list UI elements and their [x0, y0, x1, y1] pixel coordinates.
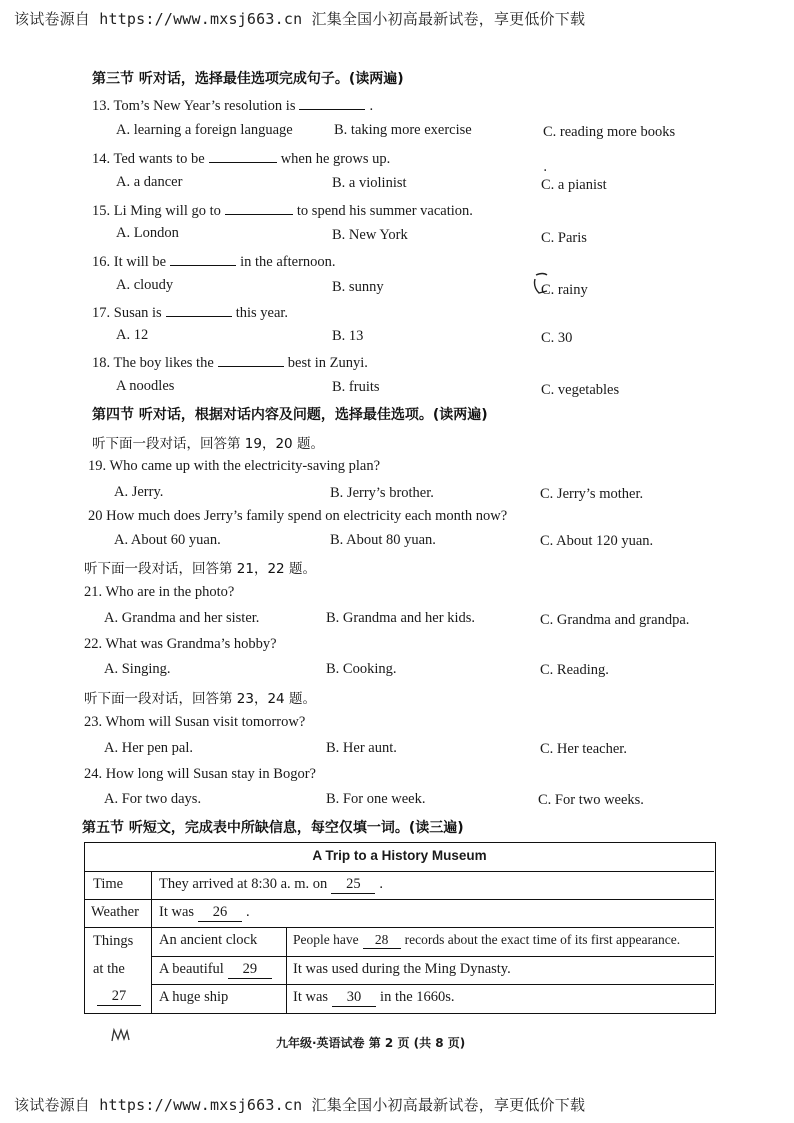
- option-16b: B. sunny: [332, 279, 384, 295]
- table-cell-item-3: A huge ship: [159, 989, 229, 1005]
- answer-blank: [299, 95, 365, 110]
- answer-blank: [166, 302, 232, 317]
- question-15: [92, 200, 473, 220]
- option-21b: B. Grandma and her kids.: [326, 610, 475, 626]
- option-19a: A. Jerry.: [114, 484, 164, 500]
- table-rule: [85, 927, 714, 928]
- question-17: [92, 302, 288, 322]
- cell-text-end: .: [246, 904, 250, 920]
- cell-text-end: in the 1660s.: [380, 989, 455, 1005]
- option-16c: C. rainy: [541, 282, 588, 298]
- question-18: [92, 352, 368, 372]
- answer-blank: [209, 148, 277, 163]
- table-title: A Trip to a History Museum: [312, 848, 487, 863]
- question-24: 24. How long will Susan stay in Bogor?: [84, 766, 316, 782]
- question-stem-end: .: [369, 98, 374, 114]
- question-stem: 18. The boy likes the: [92, 355, 214, 371]
- question-stem-end: this year.: [235, 305, 289, 321]
- question-stem-end: to spend his summer vacation.: [296, 203, 473, 219]
- option-18c: C. vegetables: [541, 382, 620, 398]
- section4-intro-23-24: 听下面一段对话，回答第 23，24 题。: [84, 691, 316, 707]
- option-19c: C. Jerry’s mother.: [540, 486, 644, 502]
- table-cell-item-1: An ancient clock: [159, 932, 258, 948]
- question-stem-end: best in Zunyi.: [287, 355, 368, 371]
- table-rule: [151, 871, 152, 1013]
- option-23c: C. Her teacher.: [540, 741, 627, 757]
- option-20c: C. About 120 yuan.: [540, 533, 654, 549]
- option-22b: B. Cooking.: [326, 661, 397, 677]
- answer-blank-28: 28: [363, 932, 401, 949]
- cell-text: People have: [293, 932, 359, 947]
- table-label-things: Things: [93, 933, 134, 949]
- option-24c: C. For two weeks.: [538, 792, 644, 808]
- option-24a: A. For two days.: [104, 791, 202, 807]
- answer-blank-27: 27: [97, 988, 141, 1006]
- question-14: [92, 148, 390, 168]
- table-rule: [85, 871, 714, 872]
- option-23a: A. Her pen pal.: [104, 740, 193, 756]
- question-19: 19. Who came up with the electricity-saving plan?: [88, 458, 381, 474]
- option-23b: B. Her aunt.: [326, 740, 397, 756]
- option-18b: B. fruits: [332, 379, 380, 395]
- option-17c: C. 30: [541, 330, 573, 346]
- table-label-blank-27: [93, 988, 145, 1006]
- cell-text: It was: [159, 904, 195, 920]
- option-14a: A. a dancer: [116, 174, 183, 190]
- cell-text: They arrived at 8:30 a. m. on: [159, 876, 328, 892]
- option-17b: B. 13: [332, 328, 364, 344]
- cell-text: A beautiful: [159, 961, 224, 977]
- option-21a: A. Grandma and her sister.: [104, 610, 260, 626]
- cell-text: It was: [293, 989, 329, 1005]
- option-16a: A. cloudy: [116, 277, 174, 293]
- section3-heading: 第三节 听对话，选择最佳选项完成句子。(读两遍): [92, 71, 404, 87]
- answer-blank: [218, 352, 284, 367]
- answer-blank-30: 30: [332, 989, 376, 1007]
- question-stem: 15. Li Ming will go to: [92, 203, 221, 219]
- answer-blank-26: 26: [198, 904, 242, 922]
- answer-blank-29: 29: [228, 961, 272, 979]
- option-22c: C. Reading.: [540, 662, 609, 678]
- option-17a: A. 12: [116, 327, 149, 343]
- handwritten-dot-mark: ·: [543, 163, 548, 179]
- option-21c: C. Grandma and grandpa.: [540, 612, 690, 628]
- option-13a: A. learning a foreign language: [116, 122, 293, 138]
- question-stem-end: when he grows up.: [280, 151, 391, 167]
- question-13: [92, 95, 373, 115]
- option-22a: A. Singing.: [104, 661, 171, 677]
- cell-text-end: .: [379, 876, 383, 892]
- question-23: 23. Whom will Susan visit tomorrow?: [84, 714, 306, 730]
- table-rule: [151, 984, 714, 985]
- watermark-top: 该试卷源自 https://www.mxsj663.cn 汇集全国小初高最新试卷，享更低价下载: [14, 10, 586, 28]
- watermark-bottom: 该试卷源自 https://www.mxsj663.cn 汇集全国小初高最新试卷，享更低价下载: [14, 1096, 586, 1114]
- table-label-at-the: at the: [93, 961, 125, 977]
- answer-blank: [225, 200, 293, 215]
- table-label-weather: Weather: [91, 904, 139, 920]
- option-19b: B. Jerry’s brother.: [330, 485, 434, 501]
- option-15c: C. Paris: [541, 230, 587, 246]
- question-22: 22. What was Grandma’s hobby?: [84, 636, 277, 652]
- option-24b: B. For one week.: [326, 791, 426, 807]
- table-label-time: Time: [93, 876, 124, 892]
- section4-intro-21-22: 听下面一段对话，回答第 21，22 题。: [84, 561, 316, 577]
- option-15a: A. London: [116, 225, 179, 241]
- option-13c: C. reading more books: [543, 124, 676, 140]
- question-stem-end: in the afternoon.: [240, 254, 336, 270]
- table-cell-weather: [159, 904, 250, 922]
- table-rule: [286, 927, 287, 1013]
- question-stem: 14. Ted wants to be: [92, 151, 205, 167]
- page-footer: 九年级·英语试卷 第 2 页 (共 8 页): [276, 1036, 466, 1050]
- answer-blank-25: 25: [331, 876, 375, 894]
- answer-blank: [170, 251, 236, 266]
- question-stem: 17. Susan is: [92, 305, 162, 321]
- table-cell-desc-2: It was used during the Ming Dynasty.: [293, 961, 511, 977]
- table-cell-desc-3: [293, 989, 455, 1007]
- option-13b: B. taking more exercise: [334, 122, 472, 138]
- option-14c: C. a pianist: [541, 177, 607, 193]
- option-18a: A noodles: [116, 378, 175, 394]
- question-stem: 13. Tom’s New Year’s resolution is: [92, 98, 296, 114]
- option-14b: B. a violinist: [332, 175, 407, 191]
- question-21: 21. Who are in the photo?: [84, 584, 235, 600]
- info-table: [84, 842, 716, 1014]
- table-rule: [151, 956, 714, 957]
- question-20: 20 How much does Jerry’s family spend on electricity each month now?: [88, 508, 508, 524]
- handwritten-check-mark: [533, 271, 555, 297]
- option-15b: B. New York: [332, 227, 408, 243]
- option-20b: B. About 80 yuan.: [330, 532, 436, 548]
- section4-heading: 第四节 听对话，根据对话内容及问题，选择最佳选项。(读两遍): [92, 407, 488, 423]
- table-cell-desc-1: [293, 932, 680, 949]
- question-16: [92, 251, 336, 271]
- table-cell-item-2: [159, 961, 276, 979]
- section5-heading: 第五节 听短文，完成表中所缺信息，每空仅填一词。(读三遍): [82, 820, 464, 836]
- cell-text-end: records about the exact time of its first appearance.: [404, 932, 681, 947]
- option-20a: A. About 60 yuan.: [114, 532, 221, 548]
- section4-intro-19-20: 听下面一段对话，回答第 19，20 题。: [92, 436, 324, 452]
- table-cell-time: [159, 876, 383, 894]
- table-rule: [85, 899, 714, 900]
- question-stem: 16. It will be: [92, 254, 167, 270]
- handwritten-scribble: [110, 1026, 132, 1044]
